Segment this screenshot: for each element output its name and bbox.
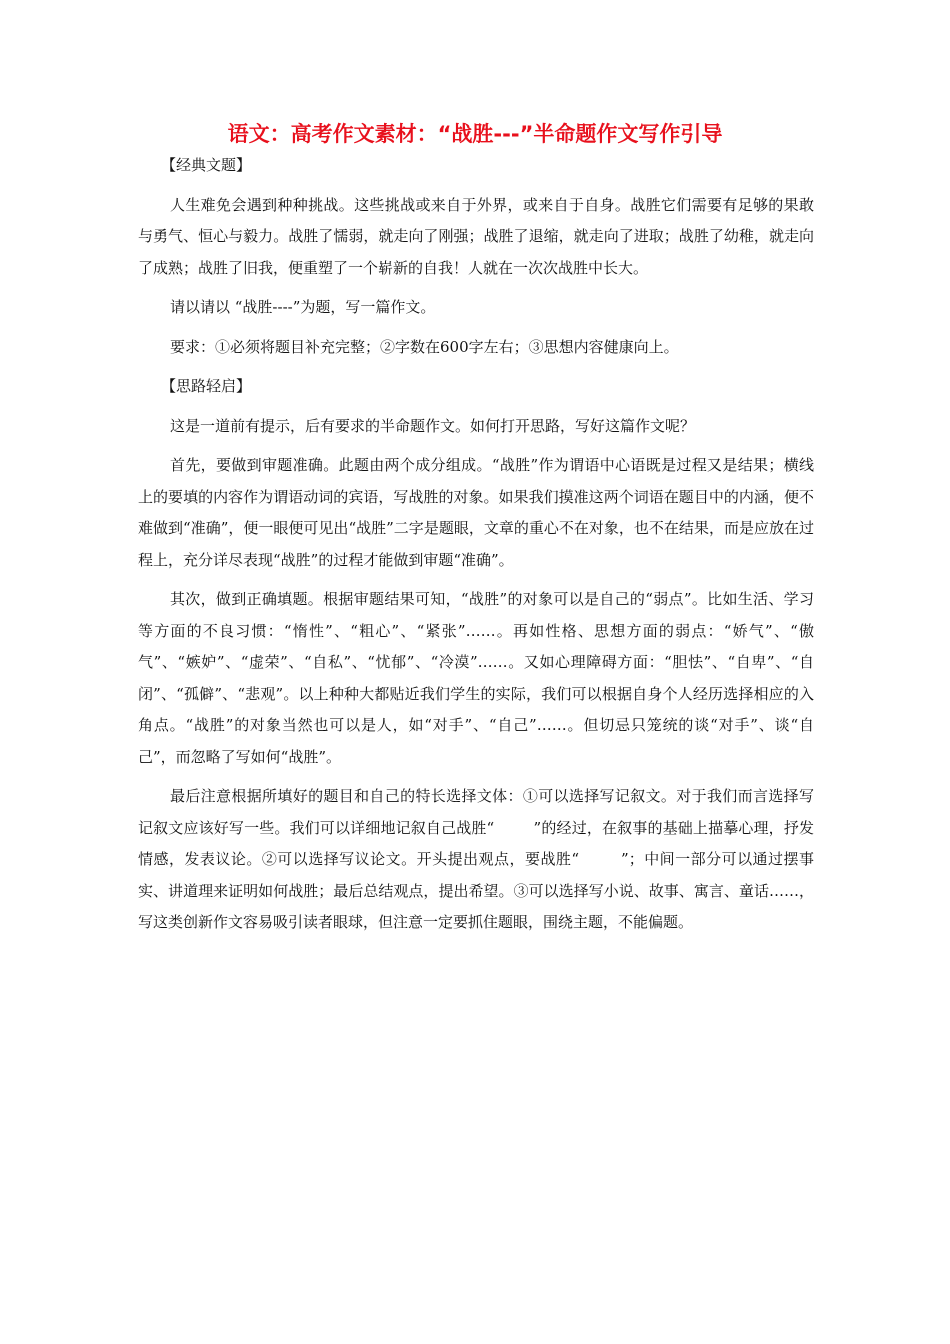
paragraph-second: 其次，做到正确填题。根据审题结果可知，“战胜”的对象可以是自己的“弱点”。比如生活、学习等方面的不良习惯：“惰性”、“粗心”、“紧张”……。再如性格、思想方面的弱点：“娇气”、“傲气”、“嫉妒”、“虚荣”、“自私”、“忧郁”、“冷漠”……。又如心理障碍方面：“胆怯”、“自卑”、“自闭”、“孤僻”、“悲观”。以上种种大都贴近我们学生的实际，我们可以根据自身个人经历选择相应的入角点。“战胜”的对象当然也可以是人，如“对手”、“自己”……。但切忌只笼统的谈“对手”、谈“自己”，而忽略了写如何“战胜”。 [138, 590, 814, 766]
document-body [138, 150, 814, 939]
section-heading-ideas: 【思路轻启】 [161, 377, 252, 395]
paragraph-overview: 这是一道前有提示，后有要求的半命题作文。如何打开思路，写好这篇作文呢？ [170, 416, 696, 435]
paragraph-intro: 人生难免会遇到种种挑战。这些挑战或来自于外界，或来自于自身。战胜它们需要有足够的果敢与勇气、恒心与毅力。战胜了懦弱，就走向了刚强；战胜了退缩，就走向了进取；战胜了幼稚，就走向了成熟；战胜了旧我，便重塑了一个崭新的自我！人就在一次次战胜中长大。 [138, 195, 814, 277]
paragraph-first: 首先，要做到审题准确。此题由两个成分组成。“战胜”作为谓语中心语既是过程又是结果；横线上的要填的内容作为谓语动词的宾语，写战胜的对象。如果我们摸准这两个词语在题目中的内涵，便不难做到“准确”，便一眼便可见出“战胜”二字是题眼，文章的重心不在对象，也不在结果，而是应放在过程上，充分详尽表现“战胜”的过程才能做到审题“准确”。 [138, 456, 814, 569]
section-heading-classic-prompt: 【经典文题】 [161, 156, 252, 174]
paragraph-last: 最后注意根据所填好的题目和自己的特长选择文体：①可以选择写记叙文。对于我们而言选择写记叙文应该好写一些。我们可以详细地记叙自己战胜“ ”的经过，在叙事的基础上描摹心理，抒发情感，发表议论。②可以选择写议论文。开头提出观点，要战胜“ ”；中间一部分可以通过摆事实、讲道理来证明如何战胜；最后总结观点，提出希望。③可以选择写小说、故事、寓言、童话……，写这类创新作文容易吸引读者眼球，但注意一定要抓住题眼，围绕主题，不能偏题。 [138, 787, 814, 931]
document-title: 语文：高考作文素材：“战胜---”半命题作文写作引导 [227, 122, 723, 146]
paragraph-requirements: 要求：①必须将题目补充完整；②字数在600字左右；③思想内容健康向上。 [170, 337, 679, 356]
paragraph-prompt: 请以请以 “战胜----”为题，写一篇作文。 [170, 298, 436, 316]
